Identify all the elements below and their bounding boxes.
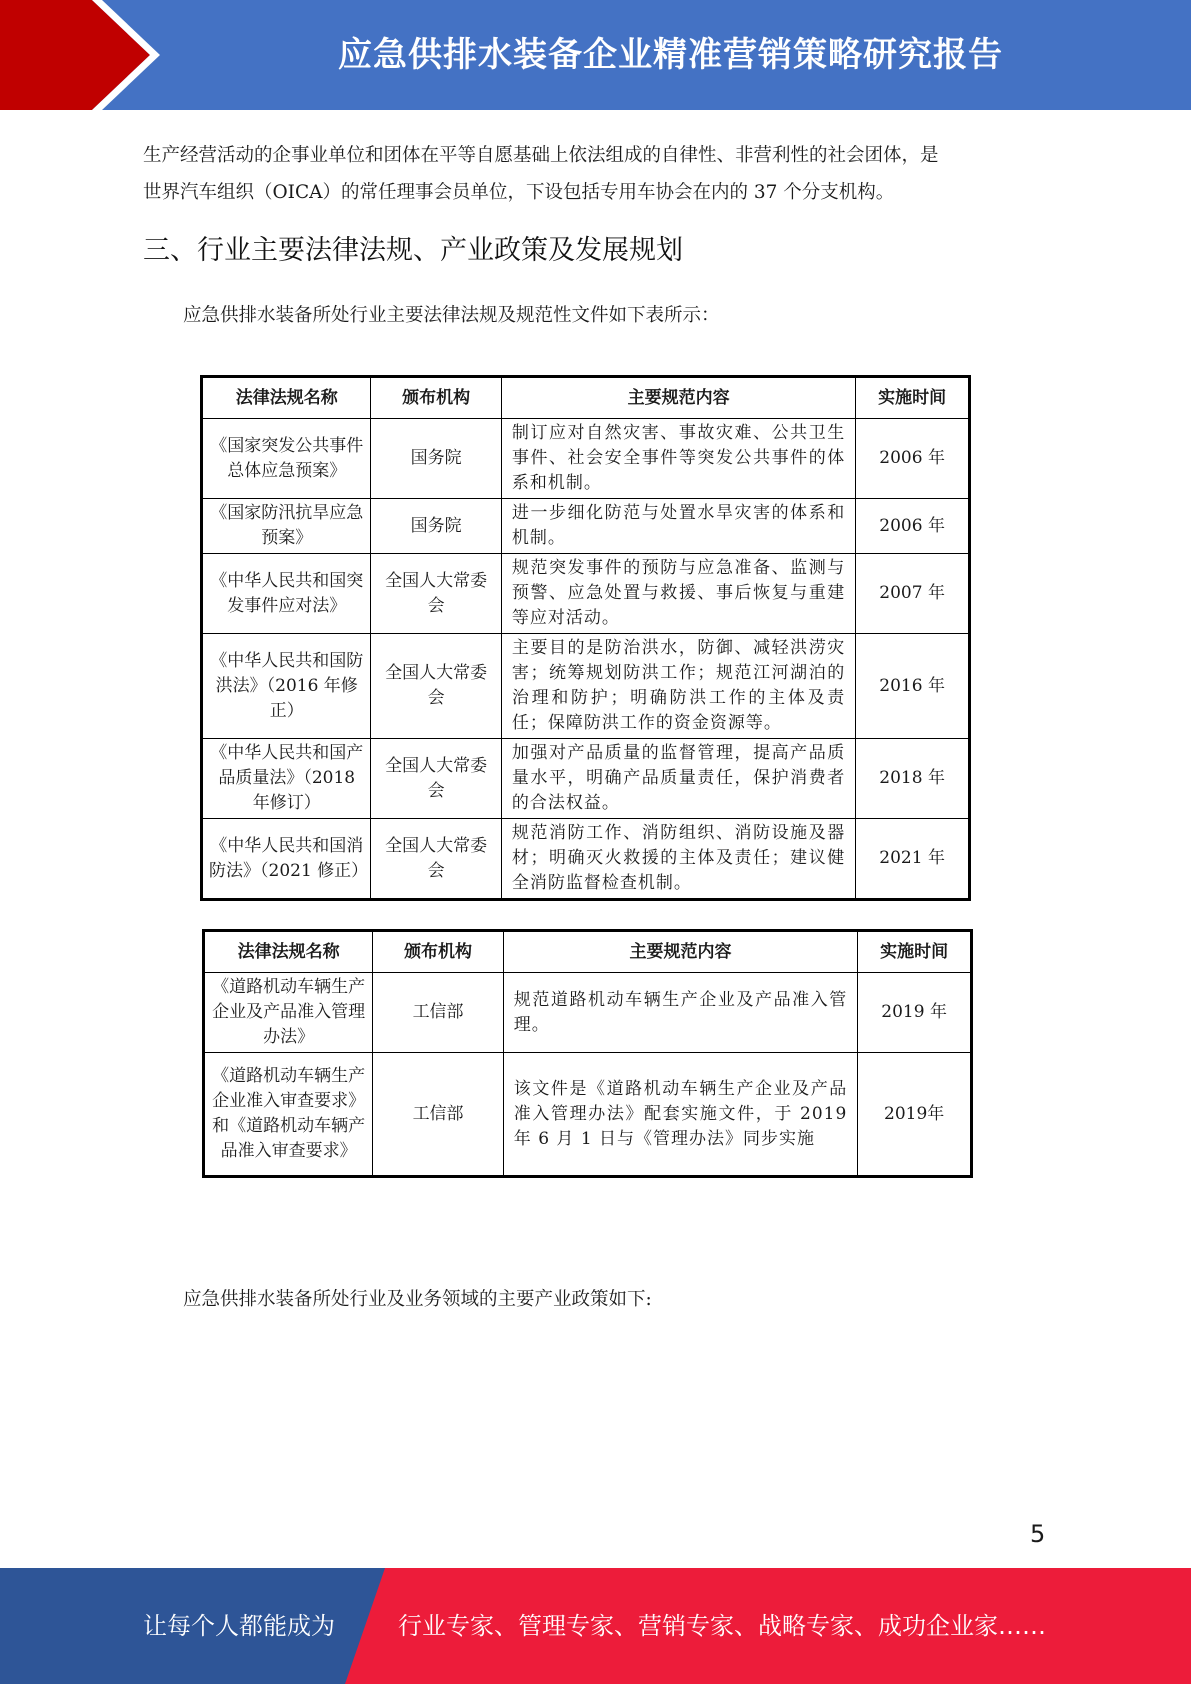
- law-content: 进一步细化防范与处置水旱灾害的体系和机制。: [501, 499, 855, 554]
- law-content: 加强对产品质量的监督管理，提高产品质量水平，明确产品质量责任，保护消费者的合法权益。: [501, 739, 855, 819]
- table-row: [202, 739, 970, 819]
- law-date: 2019 年: [858, 973, 972, 1053]
- laws-table-1: [200, 375, 971, 901]
- col-header-date: 实施时间: [858, 931, 972, 973]
- law-content: 主要目的是防治洪水，防御、减轻洪涝灾害；统筹规划防洪工作；规范江河湖泊的治理和防护；明确防洪工作的主体及责任；保障防洪工作的资金资源等。: [501, 634, 855, 739]
- law-date: 2019年: [858, 1053, 972, 1177]
- table-row: [204, 1053, 972, 1177]
- col-header-name: 法律法规名称: [204, 931, 373, 973]
- law-agency: 工信部: [373, 973, 503, 1053]
- law-name: 《国家突发公共事件总体应急预案》: [202, 419, 371, 499]
- table-row: [202, 554, 970, 634]
- law-agency: 全国人大常委会: [371, 819, 501, 900]
- footer-banner: [0, 1568, 1191, 1684]
- col-header-agency: 颁布机构: [373, 931, 503, 973]
- law-agency: 全国人大常委会: [371, 634, 501, 739]
- law-date: 2006 年: [856, 499, 970, 554]
- law-agency: 工信部: [373, 1053, 503, 1177]
- law-name: 《中华人民共和国消防法》（2021 修正）: [202, 819, 371, 900]
- law-agency: 全国人大常委会: [371, 739, 501, 819]
- law-name: 《中华人民共和国产品质量法》（2018 年修订）: [202, 739, 371, 819]
- policy-lead-text: 应急供排水装备所处行业及业务领域的主要产业政策如下:: [183, 1289, 652, 1310]
- report-title: 应急供排水装备企业精准营销策略研究报告: [338, 35, 1003, 75]
- law-date: 2007 年: [856, 554, 970, 634]
- table-row: [202, 419, 970, 499]
- law-name: 《中华人民共和国突发事件应对法》: [202, 554, 371, 634]
- table-row: [204, 973, 972, 1053]
- law-agency: 国务院: [371, 419, 501, 499]
- col-header-content: 主要规范内容: [503, 931, 857, 973]
- law-content: 制订应对自然灾害、事故灾难、公共卫生事件、社会安全事件等突发公共事件的体系和机制。: [501, 419, 855, 499]
- table1-lead-text: 应急供排水装备所处行业主要法律法规及规范性文件如下表所示：: [183, 305, 720, 326]
- table-header-row: [204, 931, 972, 973]
- col-header-agency: 颁布机构: [371, 377, 501, 419]
- page-number: 5: [1030, 1520, 1046, 1548]
- law-date: 2016 年: [856, 634, 970, 739]
- table-row: [202, 634, 970, 739]
- header-banner: [0, 0, 1191, 110]
- law-name: 《道路机动车辆生产企业及产品准入管理办法》: [204, 973, 373, 1053]
- law-name: 《道路机动车辆生产企业准入审查要求》和《道路机动车辆产品准入审查要求》: [204, 1053, 373, 1177]
- footer-slogan-left: 让每个人都能成为: [143, 1612, 335, 1640]
- table-header-row: [202, 377, 970, 419]
- law-name: 《中华人民共和国防洪法》（2016 年修正）: [202, 634, 371, 739]
- section-heading: 三、行业主要法律法规、产业政策及发展规划: [143, 235, 683, 266]
- header-red-arrow-icon: [0, 0, 150, 110]
- law-content: 该文件是《道路机动车辆生产企业及产品准入管理办法》配套实施文件，于 2019 年 6 月 1 日与《管理办法》同步实施: [503, 1053, 857, 1177]
- col-header-date: 实施时间: [856, 377, 970, 419]
- laws-table-2: [202, 929, 973, 1178]
- table-row: [202, 499, 970, 554]
- intro-line-1: 生产经营活动的企事业单位和团体在平等自愿基础上依法组成的自律性、非营利性的社会团体，是: [143, 145, 939, 166]
- intro-line-2: 世界汽车组织（OICA）的常任理事会员单位，下设包括专用车协会在内的 37 个分支机构。: [143, 182, 895, 203]
- law-content: 规范消防工作、消防组织、消防设施及器材；明确灭火救援的主体及责任；建议健全消防监督检查机制。: [501, 819, 855, 900]
- law-date: 2006 年: [856, 419, 970, 499]
- law-agency: 全国人大常委会: [371, 554, 501, 634]
- law-date: 2021 年: [856, 819, 970, 900]
- col-header-content: 主要规范内容: [501, 377, 855, 419]
- col-header-name: 法律法规名称: [202, 377, 371, 419]
- law-date: 2018 年: [856, 739, 970, 819]
- table-row: [202, 819, 970, 900]
- law-name: 《国家防汛抗旱应急预案》: [202, 499, 371, 554]
- law-content: 规范道路机动车辆生产企业及产品准入管理。: [503, 973, 857, 1053]
- law-content: 规范突发事件的预防与应急准备、监测与预警、应急处置与救援、事后恢复与重建等应对活动。: [501, 554, 855, 634]
- footer-slogan-right: 行业专家、管理专家、营销专家、战略专家、成功企业家……: [398, 1612, 1046, 1640]
- law-agency: 国务院: [371, 499, 501, 554]
